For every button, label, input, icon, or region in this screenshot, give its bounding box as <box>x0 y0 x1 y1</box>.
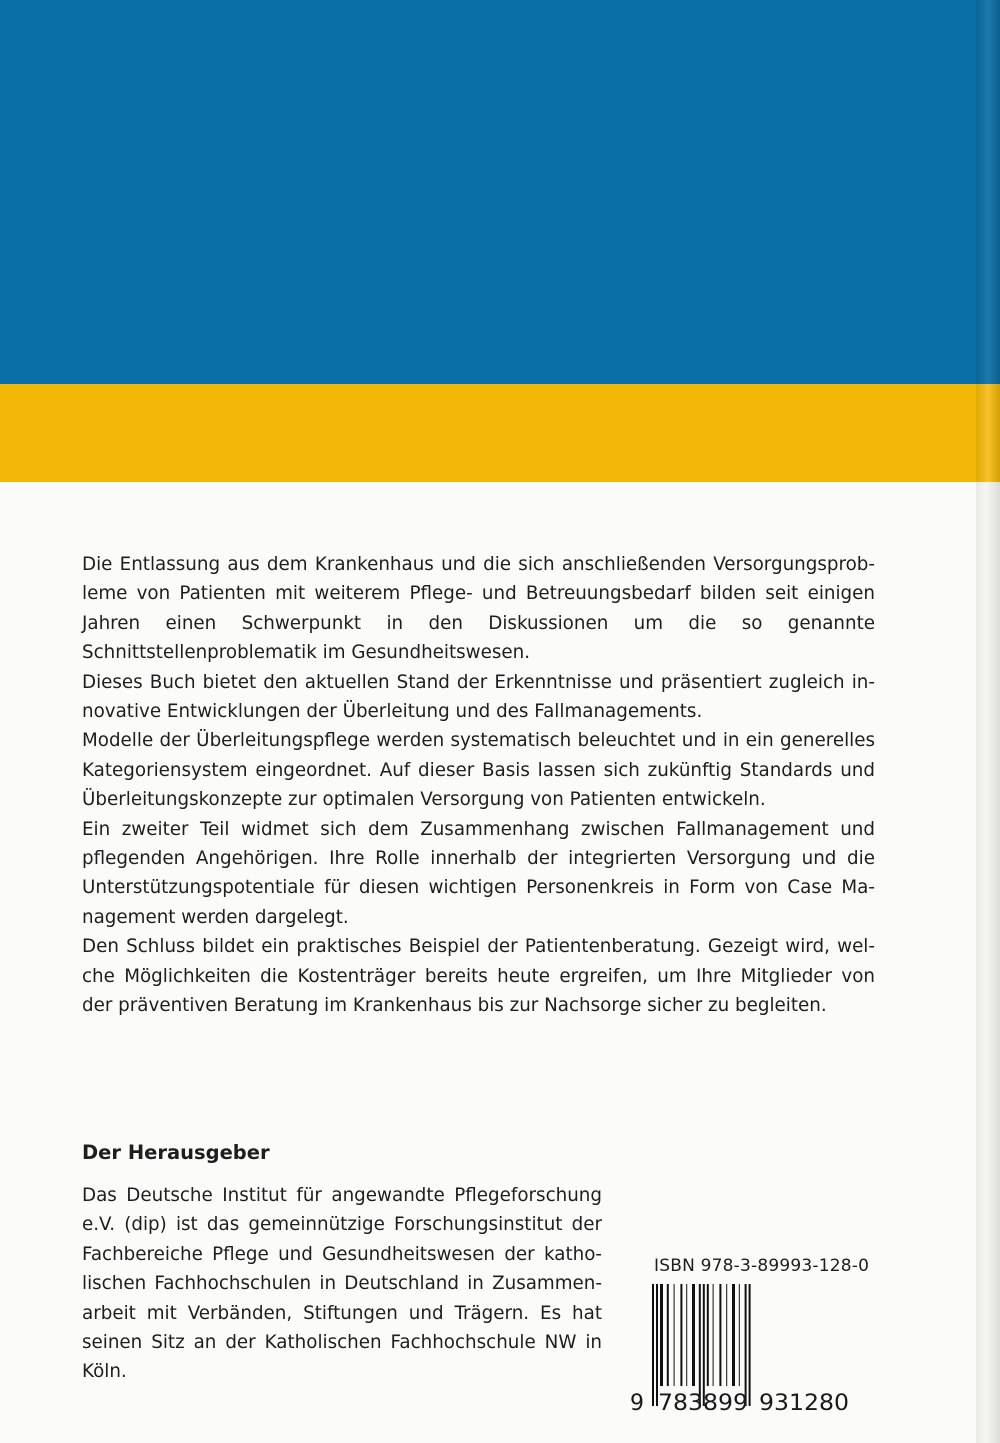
blurb-paragraph-2: Dieses Buch bietet den aktuellen Stand der Erkenntnisse und präsentiert zugleich innovative Entwicklungen der Überleitung und des Fallmanagements. <box>82 671 875 723</box>
barcode-bar <box>699 1284 701 1406</box>
publisher-description: Das Deutsche Institut für angewandte Pflegeforschung e.V. (dip) ist das gemeinnützige Forschungsinstitut der Fachbereiche Pflege und Gesundheitswesen der katholischen Fachhochschulen in Deutschland in Zusammenarbeit mit Verbänden, Stiftungen und Trägern. Es hat seinen Sitz an der Katholischen Fachhochschule NW in Köln. <box>82 1185 602 1383</box>
barcode-bar <box>660 1284 663 1386</box>
barcode-bar <box>703 1284 705 1406</box>
cover-yellow-band <box>0 384 976 482</box>
barcode-bar <box>707 1284 709 1386</box>
barcode-bar <box>674 1284 675 1386</box>
barcode-lead-digit: 9 <box>630 1391 644 1414</box>
barcode-bar <box>745 1284 747 1406</box>
barcode <box>628 1284 874 1414</box>
blurb-paragraph-5: Den Schluss bildet ein praktisches Beispiel der Patientenberatung. Gezeigt wird, welche Möglichkeiten die Kostenträger bereits heute ergreifen, um Ihre Mitglieder von der präventiven Beratung im Krankenhaus bis zur Nachsorge sicher zu begleiten. <box>82 936 875 1017</box>
barcode-bar <box>686 1284 687 1386</box>
isbn-label: ISBN 978-3-89993-128-0 <box>654 1256 870 1276</box>
isbn-block <box>628 1254 874 1416</box>
barcode-bar <box>713 1284 714 1386</box>
barcode-bar <box>667 1284 669 1386</box>
barcode-digits-left: 783899 <box>658 1391 748 1414</box>
cover-blue-panel <box>0 0 976 384</box>
spine-edge <box>976 0 1000 1443</box>
barcode-bar <box>652 1284 654 1406</box>
blurb-paragraph-4: Ein zweiter Teil widmet sich dem Zusammenhang zwischen Fallmanagement und pflegenden Angehörigen. Ihre Rolle innerhalb der integrierten Versorgung und die Unterstützungspotentiale für diesen wichtigen Personenkreis in Form von Case Management werden dargelegt. <box>82 818 875 928</box>
barcode-bars <box>652 1284 751 1406</box>
barcode-bar <box>732 1284 735 1386</box>
barcode-bar <box>692 1284 695 1386</box>
blurb-paragraph-3: Modelle der Überleitungspflege werden systematisch beleuchtet und in ein generelles Kategoriensystem eingeordnet. Auf dieser Basis lassen sich zukünftig Standards und Überleitungskonzepte zur optimalen Versorgung von Patienten entwickeln. <box>82 730 875 811</box>
barcode-digits-right: 931280 <box>759 1391 849 1414</box>
barcode-bar <box>680 1284 682 1386</box>
barcode-bar <box>719 1284 721 1386</box>
barcode-bar <box>726 1284 727 1386</box>
blurb-paragraph-1: Die Entlassung aus dem Krankenhaus und die sich anschließenden Versorgungsprobleme von Patienten mit weiterem Pflege- und Betreuungsbedarf bilden seit einigen Jahren einen Schwerpunkt in den Diskussionen um die so genannte Schnittstellenproblematik im Gesundheitswesen. <box>82 554 875 664</box>
barcode-bar <box>749 1284 751 1406</box>
blurb-text <box>82 550 875 1021</box>
barcode-bar <box>656 1284 658 1406</box>
publisher-heading: Der Herausgeber <box>82 1141 270 1164</box>
barcode-bar <box>739 1284 740 1386</box>
